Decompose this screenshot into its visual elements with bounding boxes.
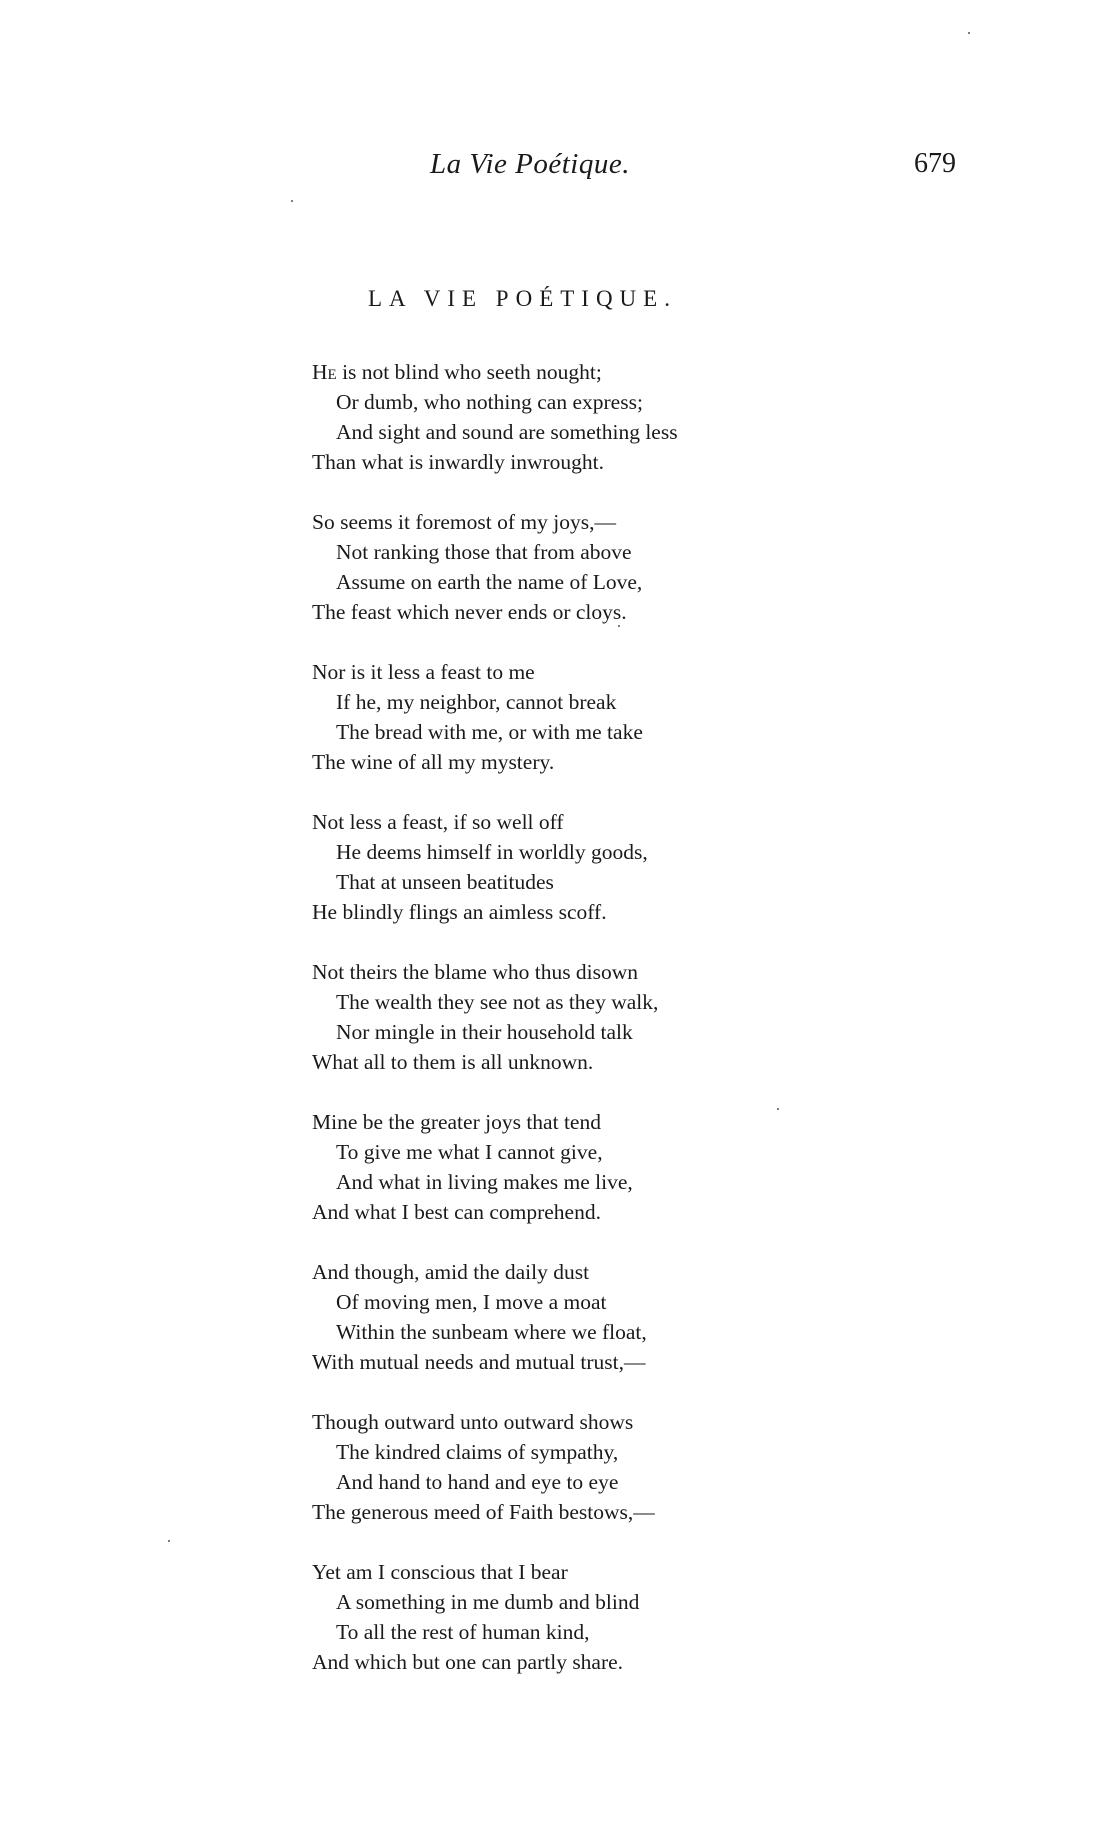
poem-line-text: To give me what I cannot give, [336,1140,603,1164]
stanza [312,807,952,927]
poem-line [312,1587,952,1617]
poem-line-text: Mine be the greater joys that tend [312,1110,601,1134]
poem-line [312,1407,952,1437]
stanza [312,507,952,627]
poem-line [312,357,952,387]
poem-line-text: The generous meed of Faith bestows,— [312,1500,655,1524]
poem-line [312,1137,952,1167]
first-word: He [312,360,337,384]
scan-speck [968,32,970,34]
poem-line [312,447,952,477]
stanza [312,1257,952,1377]
poem-line-text: To all the rest of human kind, [336,1620,590,1644]
poem-line [312,1467,952,1497]
poem-line [312,1107,952,1137]
poem-line [312,567,952,597]
poem-line [312,1347,952,1377]
poem-line [312,1437,952,1467]
poem-line [312,1167,952,1197]
poem-line [312,987,952,1017]
poem-line-text: If he, my neighbor, cannot break [336,690,617,714]
poem-line [312,1047,952,1077]
poem-line [312,837,952,867]
poem-line [312,1617,952,1647]
poem-line [312,417,952,447]
poem-line [312,507,952,537]
poem-line [312,897,952,927]
running-title: La Vie Poétique. [430,148,630,180]
poem-line-text: Though outward unto outward shows [312,1410,634,1434]
poem-line-text: A something in me dumb and blind [336,1590,640,1614]
poem-line-text: And sight and sound are something less [336,420,678,444]
poem-line-text: is not blind who seeth nought; [342,360,602,384]
poem-line [312,1017,952,1047]
poem-line [312,1257,952,1287]
poem-line-text: With mutual needs and mutual trust,— [312,1350,646,1374]
stanza [312,957,952,1077]
poem-body [312,357,952,1707]
poem-title: LA VIE POÉTIQUE. [368,286,677,311]
poem-line-text: That at unseen beatitudes [336,870,554,894]
poem-line-text: Within the sunbeam where we float, [336,1320,647,1344]
poem-line-text: The bread with me, or with me take [336,720,643,744]
poem-line [312,687,952,717]
poem-line-text: Assume on earth the name of Love, [336,570,643,594]
poem-line-text: Nor mingle in their household talk [336,1020,633,1044]
poem-line [312,807,952,837]
poem-line-text: He deems himself in worldly goods, [336,840,648,864]
stanza [312,1107,952,1227]
scan-speck [168,1540,170,1542]
poem-line-text: Not ranking those that from above [336,540,632,564]
scan-speck [291,200,293,202]
poem-line-text: The kindred claims of sympathy, [336,1440,619,1464]
poem-line [312,1287,952,1317]
poem-line-text: Not theirs the blame who thus disown [312,960,639,984]
poem-line [312,867,952,897]
poem-line-text: And which but one can partly share. [312,1650,624,1674]
poem-line-text: Than what is inwardly inwrought. [312,450,604,474]
stanza [312,1407,952,1527]
poem-line-text: The wealth they see not as they walk, [336,990,659,1014]
poem-line [312,657,952,687]
poem-line [312,1497,952,1527]
poem-line [312,747,952,777]
poem-line-text: And what I best can comprehend. [312,1200,601,1224]
running-header [0,148,1120,188]
poem-line-text: Nor is it less a feast to me [312,660,535,684]
poem-line-text: And what in living makes me live, [336,1170,633,1194]
stanza [312,657,952,777]
poem-line [312,1317,952,1347]
poem-line-text: The feast which never ends or cloys. [312,600,627,624]
poem-line [312,537,952,567]
poem-line-text: Or dumb, who nothing can express; [336,390,643,414]
stanza [312,1557,952,1677]
poem-line-text: What all to them is all unknown. [312,1050,594,1074]
poem-line [312,717,952,747]
poem-line [312,387,952,417]
poem-line-text: Not less a feast, if so well off [312,810,564,834]
poem-line-text: And though, amid the daily dust [312,1260,590,1284]
poem-line [312,1647,952,1677]
poem-line [312,957,952,987]
poem-line-text: And hand to hand and eye to eye [336,1470,619,1494]
poem-line-text: So seems it foremost of my joys,— [312,510,616,534]
page-number: 679 [914,148,956,179]
poem-line [312,597,952,627]
poem-line-text: Of moving men, I move a moat [336,1290,607,1314]
poem-line-text: He blindly flings an aimless scoff. [312,900,607,924]
poem-line-text: The wine of all my mystery. [312,750,555,774]
scan-speck [777,1108,779,1110]
poem-line [312,1197,952,1227]
poem-line [312,1557,952,1587]
poem-line-text: Yet am I conscious that I bear [312,1560,568,1584]
scan-speck [618,625,620,627]
stanza [312,357,952,477]
